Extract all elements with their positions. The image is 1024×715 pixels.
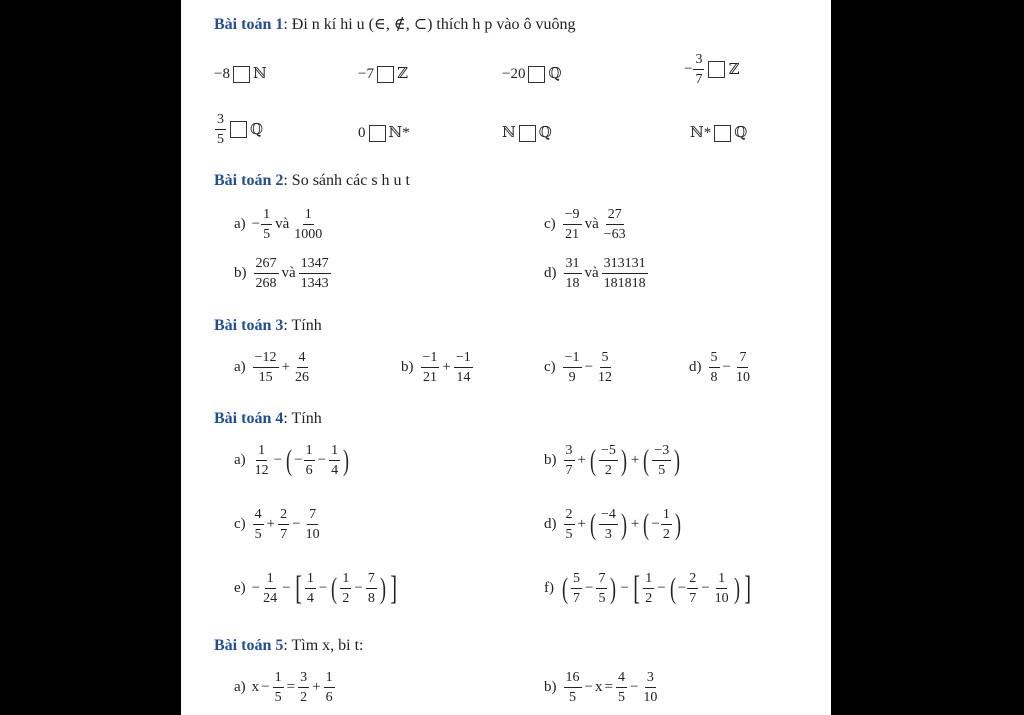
problem-4-heading [214, 409, 322, 429]
fraction: 3 5 [217, 112, 224, 147]
answer-box[interactable] [519, 125, 536, 142]
problem-5-heading [214, 636, 364, 656]
p3-b: b) −1 21 + $\frac{-1}{14}$ [401, 350, 471, 385]
p2-d: d) 31 18 và 313131 181818 [544, 256, 646, 291]
p4-a: a) 1 12 − ( − $\frac{1}{6}$ − $\frac{1}{4}$ ) [234, 443, 350, 478]
answer-box[interactable] [230, 121, 247, 138]
problem-1-heading [214, 15, 576, 35]
answer-box[interactable] [528, 66, 545, 83]
problem-2-heading [214, 171, 410, 191]
p1-item-5 [214, 112, 263, 147]
p1-item-8 [690, 123, 747, 142]
p5-a: a) x − $\frac{1}{5}$ = $\frac{3}{2}$ + $\frac{1}{6}$ [234, 670, 333, 705]
problem-1-label: Bài toán 1 [214, 16, 284, 33]
p1-item-3 [502, 64, 562, 83]
p1-item-4: − $\frac{3}{7}$ ℤ [684, 52, 740, 87]
p1-value: −7 [358, 66, 374, 82]
problem-4-label: Bài toán 4 [214, 410, 284, 427]
problem-5-label: Bài toán 5 [214, 637, 284, 654]
problem-2-text: : So sánh các s h u t [283, 172, 410, 189]
p1-set: ℕ [252, 66, 267, 82]
problem-4-text: : Tính [283, 410, 322, 427]
p2-b: b) 267 268 và 1347 1343 [234, 256, 329, 291]
p3-d: d) 5 8 − $\frac{7}{10}$ [689, 350, 750, 385]
p3-c: c) −1 9 − $\frac{5}{12}$ [544, 350, 613, 385]
answer-box[interactable] [708, 61, 725, 78]
problem-3-label: Bài toán 3 [214, 317, 284, 334]
worksheet-page [181, 0, 831, 715]
problem-5-text: : Tìm x, bi t: [283, 637, 364, 654]
p4-e: e) − $\frac{1}{24}$ − [ 1 4 − ( 1 2 − $\frac{7}{8}$ ) ] [234, 569, 397, 607]
p1-value: −20 [502, 66, 526, 82]
problem-1-text: : Đi n kí hi u (∈, ∉, ⊂) thích h p vào ô vuông [283, 16, 576, 33]
p1-set: ℤ [728, 62, 740, 78]
answer-box[interactable] [233, 66, 250, 83]
problem-2-label: Bài toán 2 [214, 172, 284, 189]
problem-3-text: : Tính [283, 317, 322, 334]
p1-item-6 [358, 123, 410, 142]
answer-box[interactable] [714, 125, 731, 142]
p2-c: c) −9 21 và 27 −63 [544, 207, 626, 242]
p4-d: d) 2 5 + ( −4 3 ) + ( − $\frac{1}{2}$ ) [544, 507, 681, 542]
problem-3-heading [214, 316, 322, 336]
p1-set: ℚ [250, 122, 264, 138]
p2-a: a) − $\frac{1}{5}$ và 1 1000 [234, 207, 323, 242]
p1-set: ℕ [502, 125, 516, 141]
p1-set: ℚ [734, 125, 748, 141]
p1-set: ℕ* [690, 125, 712, 141]
p1-item-2 [358, 64, 408, 83]
answer-box[interactable] [377, 66, 394, 83]
p5-b: b) 16 5 − x = $\frac{4}{5}$ − $\frac{3}{10}$ [544, 670, 658, 705]
p4-c: c) 4 5 + $\frac{2}{7}$ − $\frac{7}{10}$ [234, 507, 320, 542]
p1-set: ℚ [548, 66, 562, 82]
p4-f: f) ( 5 7 − $\frac{7}{5}$ ) − [ 1 2 − ( − $\frac{2}{7}$ − $\frac{1}{10}$ ) ] [544, 569, 751, 607]
p1-set: ℕ* [388, 125, 410, 141]
p1-value: 0 [358, 125, 366, 141]
p1-value: −8 [214, 66, 230, 82]
p1-item-7 [502, 123, 552, 142]
p1-set: ℚ [538, 125, 552, 141]
p1-item-1 [214, 64, 267, 83]
p1-set: ℤ [396, 66, 408, 82]
p4-b: b) 3 7 + ( −5 2 ) + ( −3 5 ) [544, 443, 681, 478]
fraction: $\frac{3}{7}$ [695, 52, 703, 87]
answer-box[interactable] [369, 125, 386, 142]
p3-a: a) −12 15 + $\frac{4}{26}$ [234, 350, 310, 385]
